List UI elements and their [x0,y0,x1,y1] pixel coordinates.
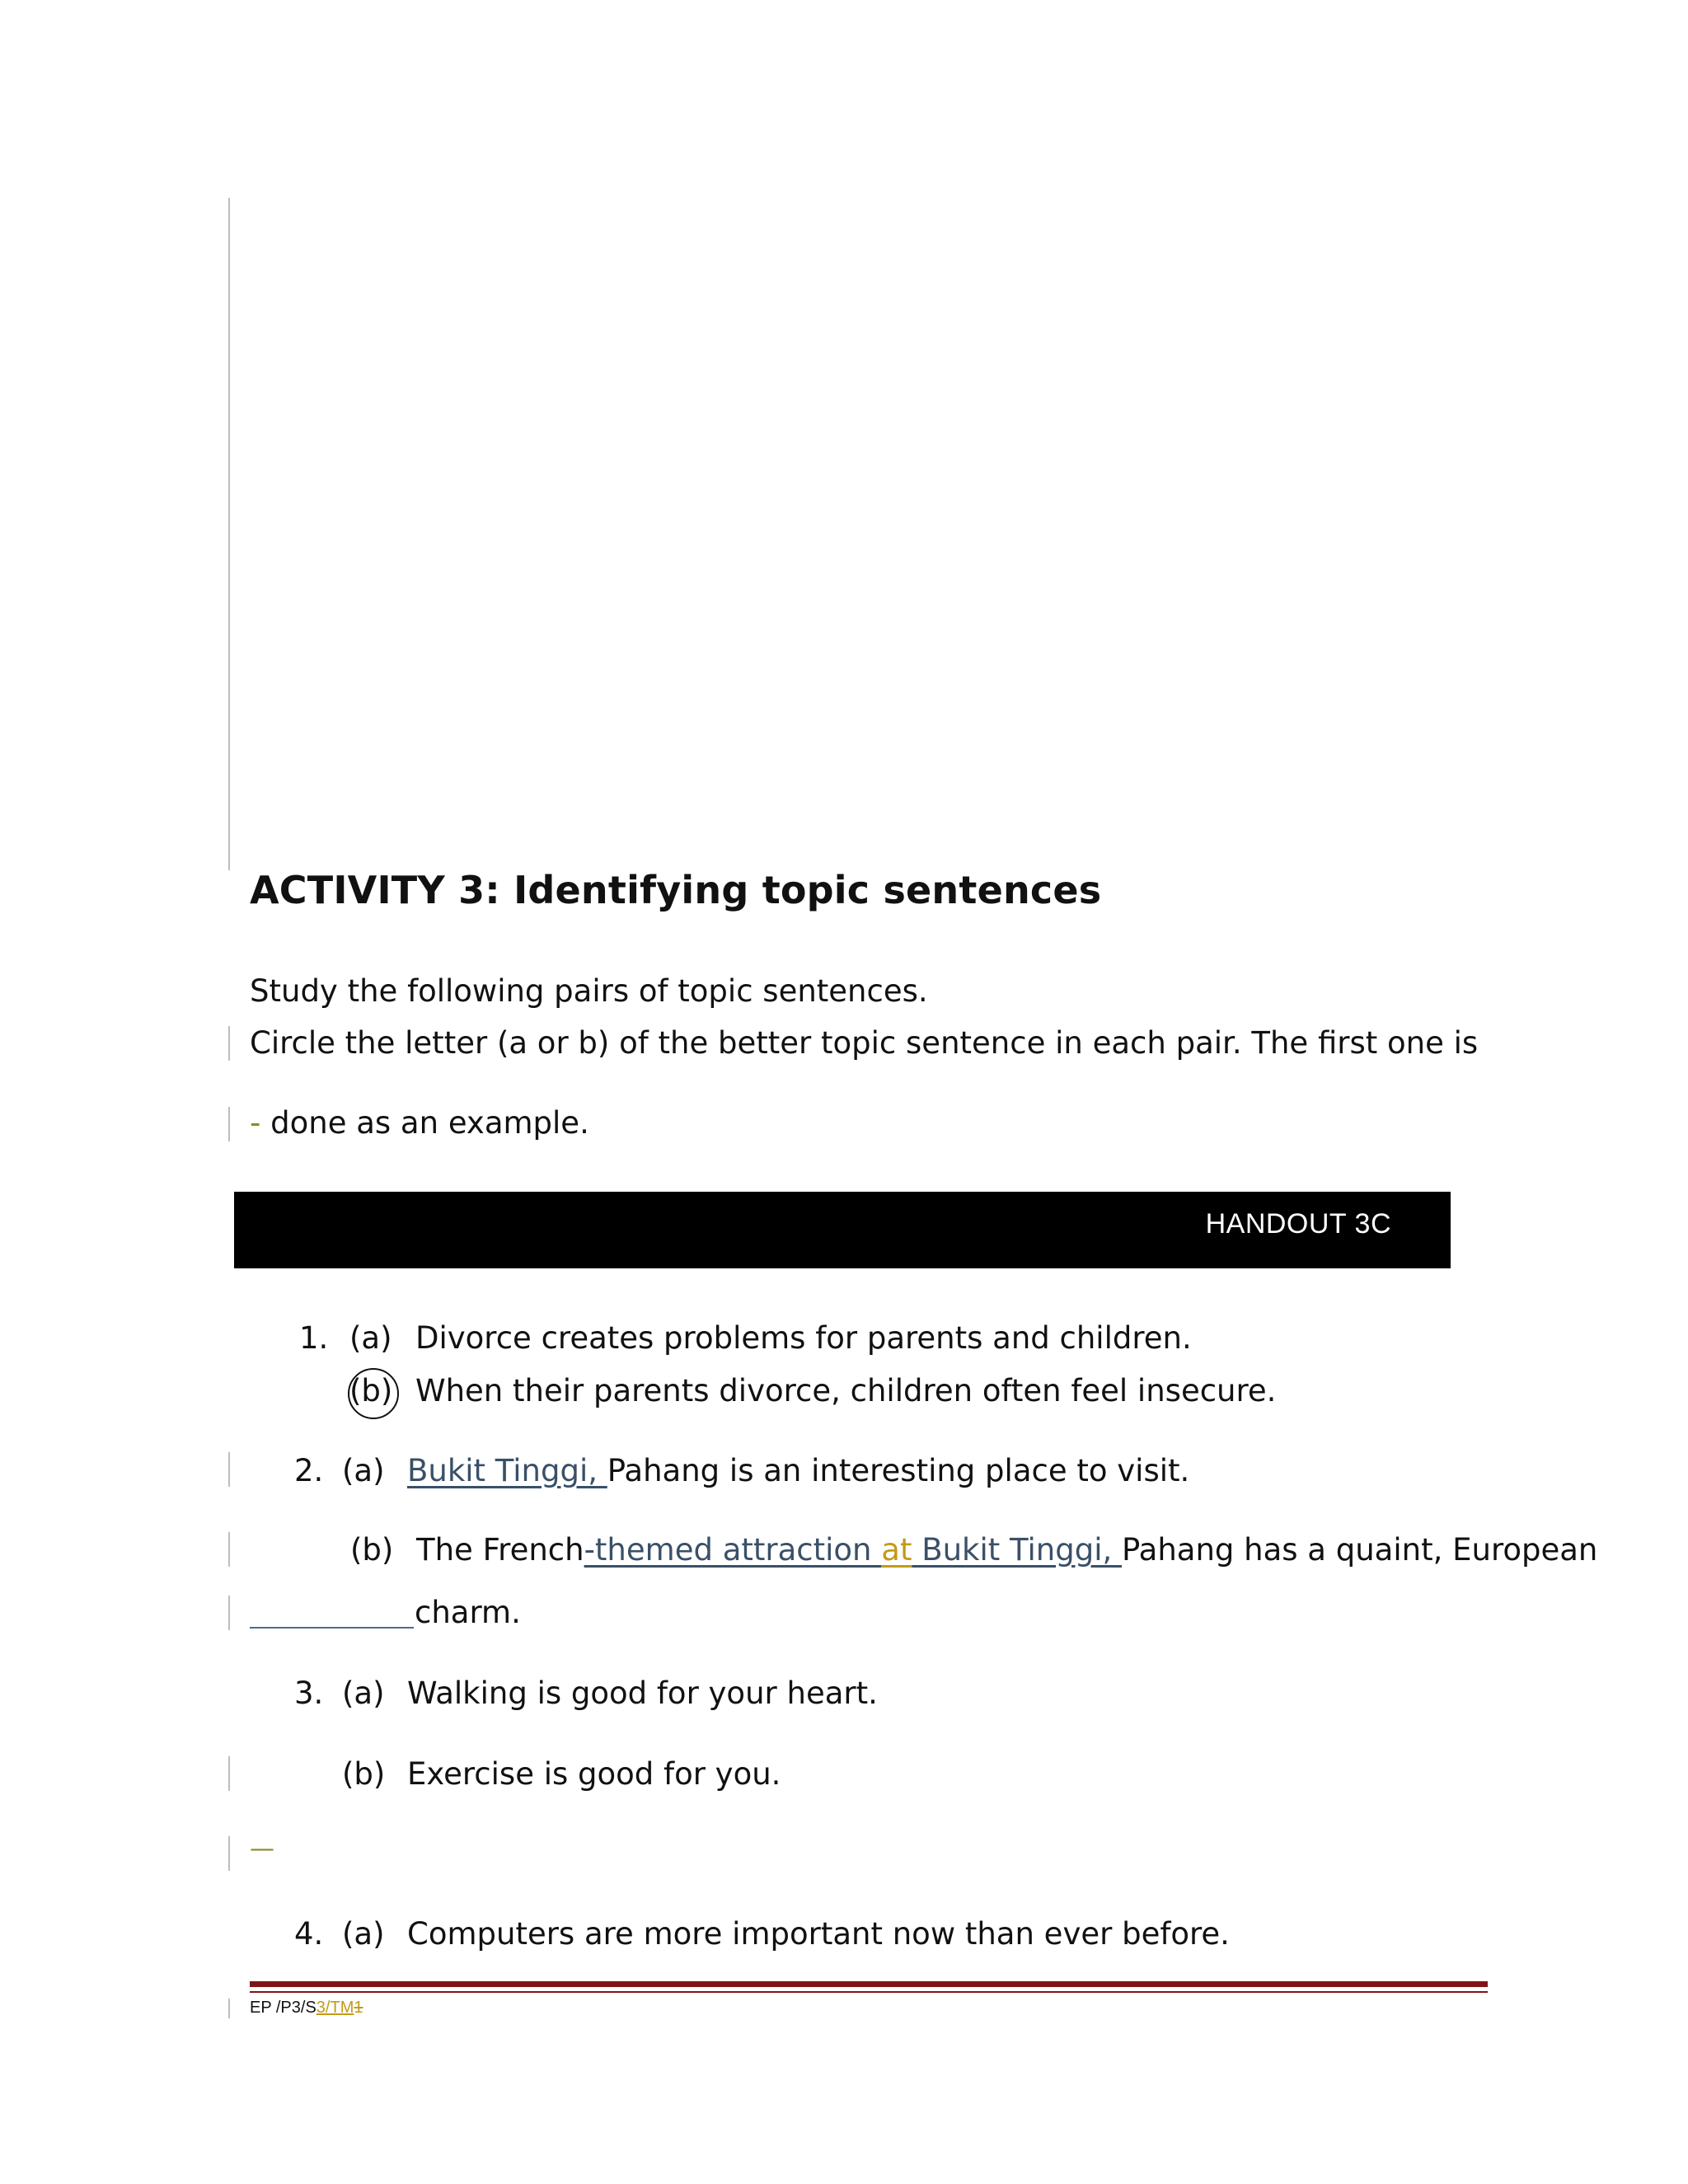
change-bar-top [228,198,230,870]
change-bar-item3b [228,1756,230,1791]
deletion-mark: - [250,1105,261,1141]
item-1-b-text: When their parents divorce, children often feel insecure. [415,1373,1277,1408]
item-3-b-letter: (b) [342,1756,386,1792]
activity-title: ACTIVITY 3: Identifying topic sentences [250,868,1102,912]
change-bar-item2a [228,1452,230,1487]
item-4-number: 4. [294,1916,324,1952]
item-2-b-text-start: The French [416,1532,584,1568]
change-bar-footer [228,1999,230,2018]
footer-code-prefix: EP /P3/S [250,1999,316,2017]
item-2-a-sentence [407,1453,1189,1488]
footer-rule-thick [250,1981,1488,1987]
item-2-b-text-cont: charm. [415,1595,521,1630]
item-1-a-text: Divorce creates problems for parents and children. [415,1320,1192,1356]
item-2-b-letter: (b) [350,1532,394,1568]
instruction-line-3 [250,1105,589,1141]
item-1-a-letter: (a) [349,1320,392,1356]
item-3-a-text: Walking is good for your heart. [407,1675,878,1711]
instruction-line-3-text: done as an example. [270,1105,589,1141]
change-bar-item2b-cont [228,1596,230,1630]
footer-document-code [250,1999,363,2018]
item-2-b-sentence [416,1532,1597,1568]
item-4-a-text: Computers are more important now than ever before. [407,1916,1230,1952]
instruction-line-2: Circle the letter (a or b) of the better topic sentence in each pair. The first one is [250,1025,1479,1061]
item-3-deletion-mark: — [250,1835,274,1863]
change-bar-example [228,1107,230,1141]
item-2-number: 2. [294,1453,324,1488]
item-1-b-letter: (b) [349,1373,393,1408]
item-2-b-inserted-2: Bukit Tinggi, [912,1532,1122,1568]
item-2-b-blank-line [250,1627,414,1629]
item-3-a-letter: (a) [342,1675,385,1711]
item-2-a-text: Pahang is an interesting place to visit. [607,1453,1190,1488]
item-3-b-text: Exercise is good for you. [407,1756,781,1792]
item-4-a-letter: (a) [342,1916,385,1952]
instruction-line-1: Study the following pairs of topic sentences. [250,973,928,1009]
footer-rule-thin [250,1991,1488,1993]
handout-header-bar [234,1192,1451,1268]
handout-label: HANDOUT 3C [1205,1208,1391,1240]
item-2-b-inserted-1: -themed attraction [584,1532,882,1568]
change-bar-item2b [228,1532,230,1567]
change-bar-instruction [228,1026,230,1061]
footer-code-inserted: 3/TM [316,1999,354,2017]
item-1-number: 1. [299,1320,329,1356]
footer-code-deleted: 1 [354,1999,363,2017]
item-2-a-letter: (a) [342,1453,385,1488]
item-2-b-text-end: Pahang has a quaint, European [1122,1532,1598,1568]
item-2-a-inserted: Bukit Tinggi, [407,1453,607,1488]
item-2-b-inserted-at: at [881,1532,912,1568]
item-3-number: 3. [294,1675,324,1711]
change-bar-item3-gap [228,1836,230,1871]
